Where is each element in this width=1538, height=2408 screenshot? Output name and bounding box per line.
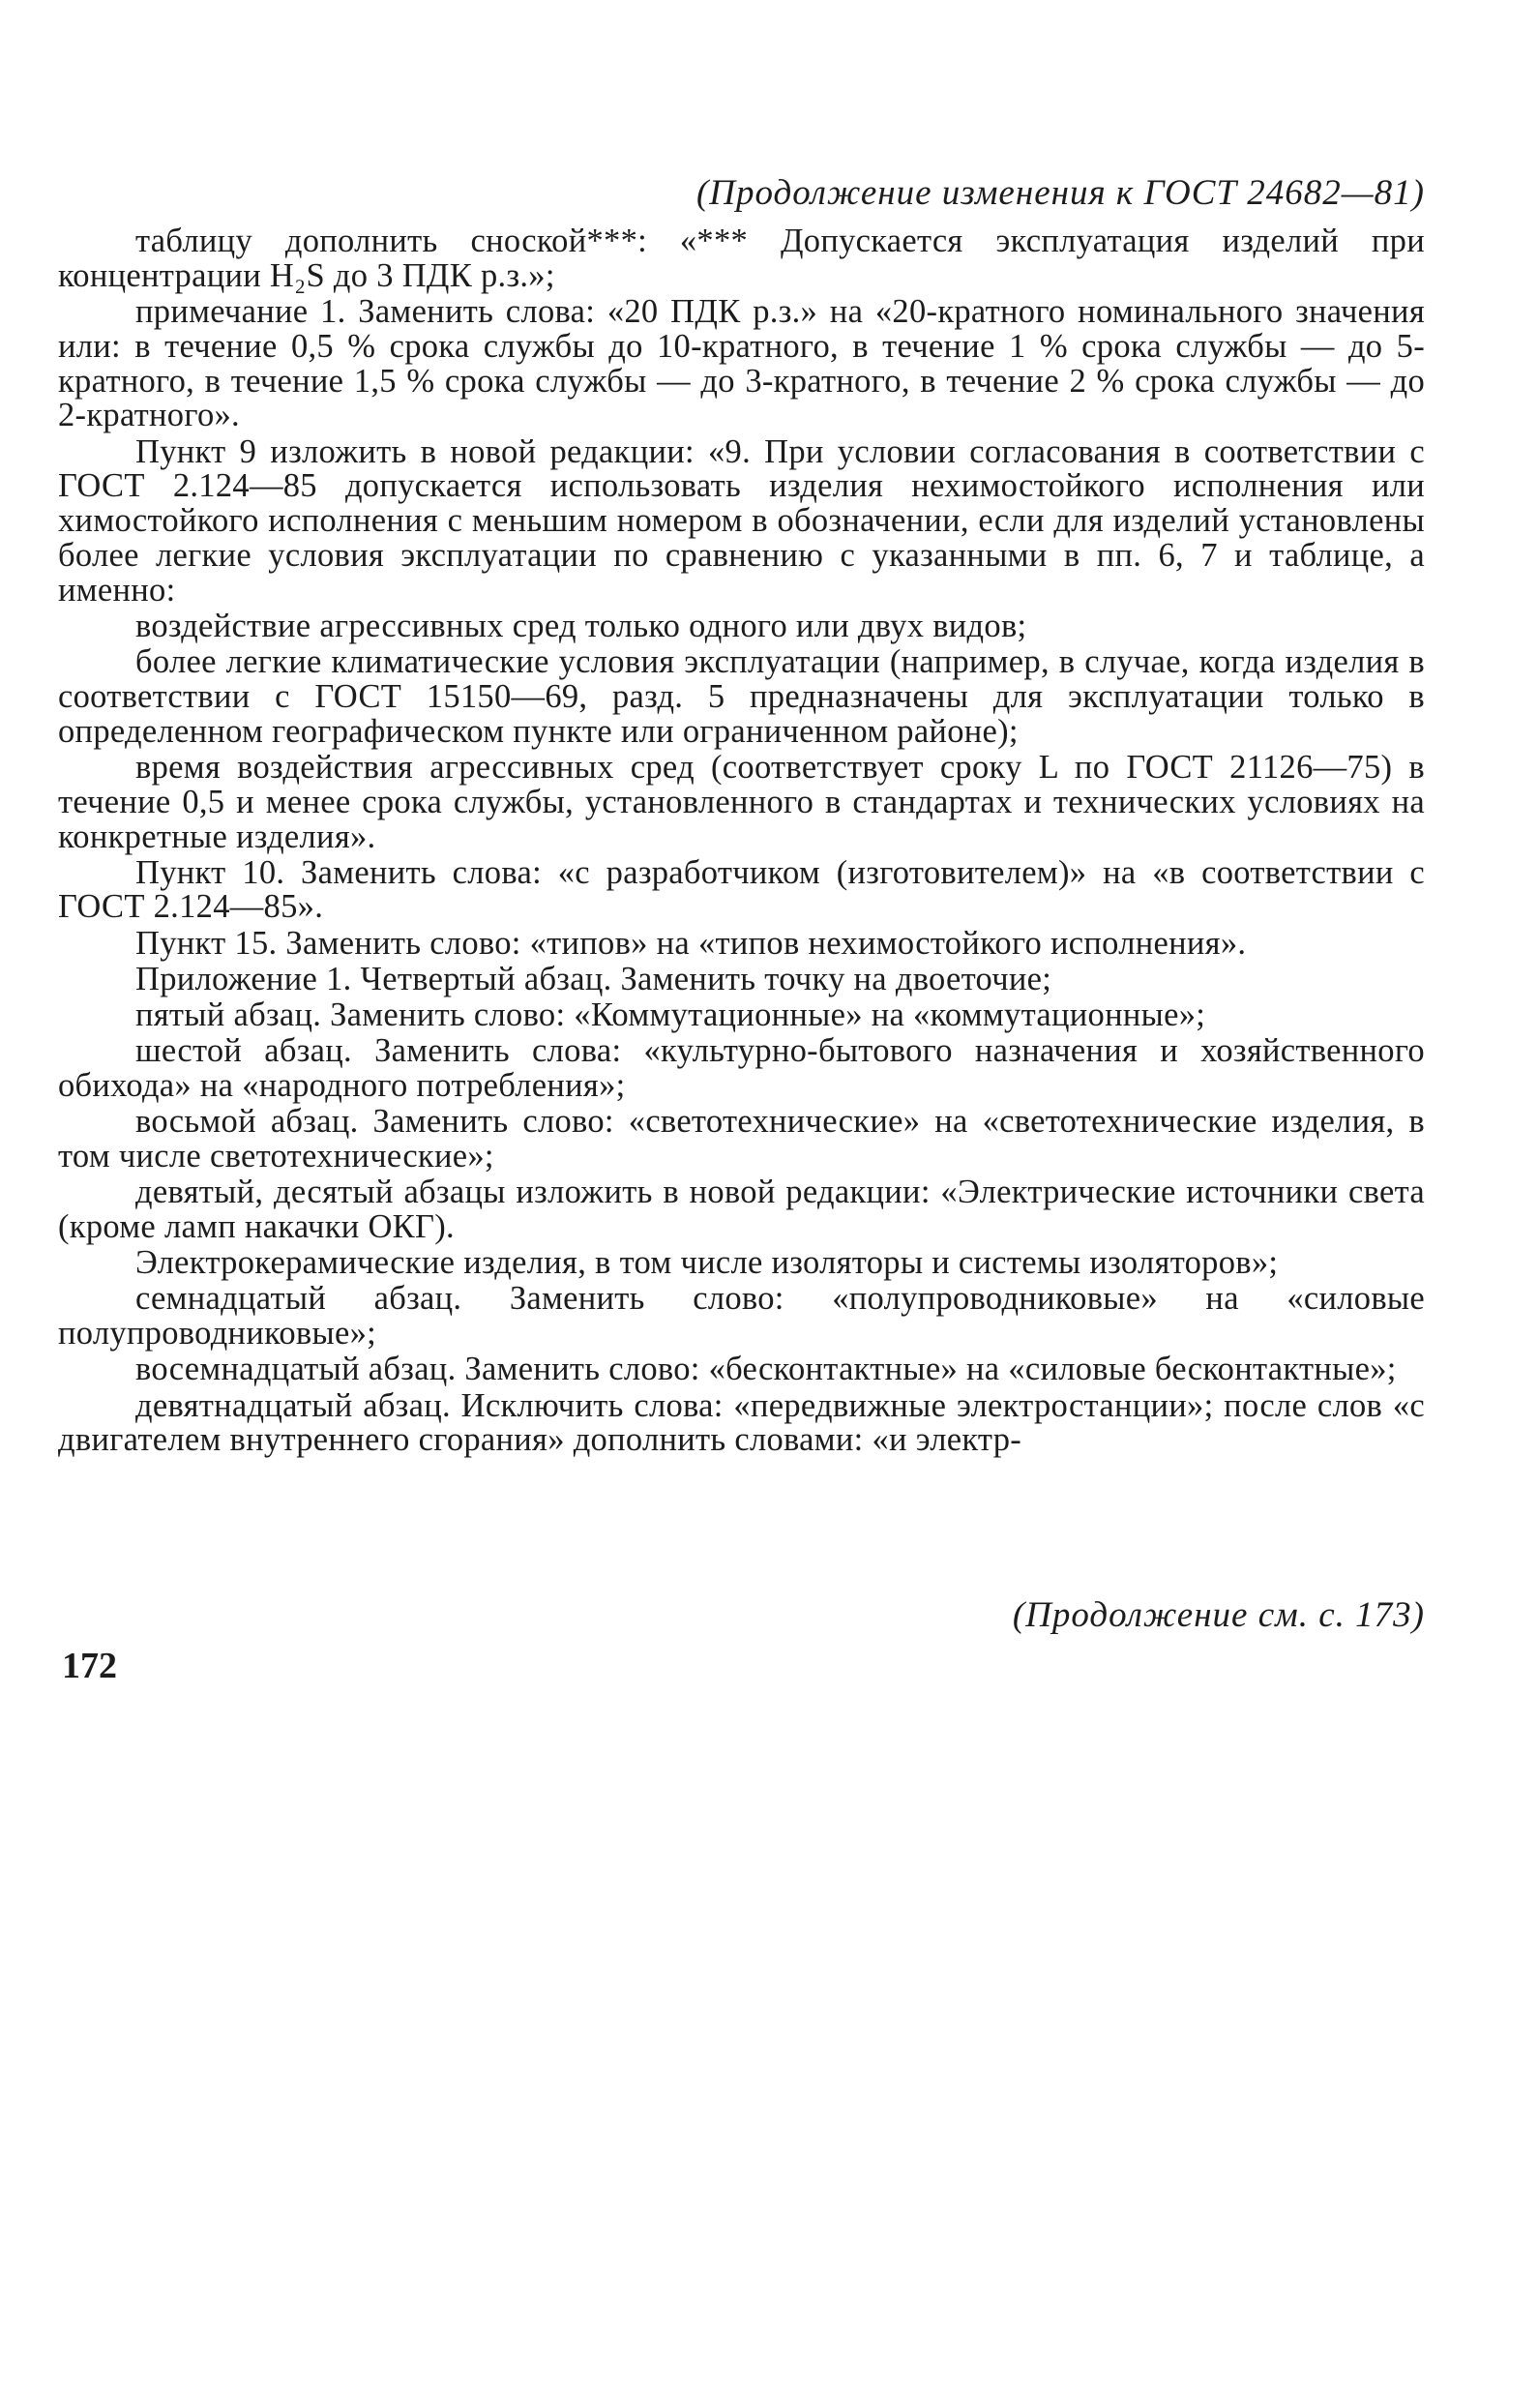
paragraph: Электрокерамические изделия, в том числе изоляторы и системы изоляторов»; <box>135 1244 1279 1282</box>
paragraph: девятнадцатый абзац. Исключить слова: «передвижные электростанции»; после слов «с двигателем внутреннего сгорания» дополнить словами: «и электр- <box>58 1386 1425 1459</box>
paragraph: восьмой абзац. Заменить слово: «светотехнические» на «светотехнические изделия, в том числе светотехнические»; <box>58 1103 1425 1175</box>
paragraph: таблицу дополнить сноской***: «*** Допускается эксплуатация изделий при концентрации H₂S до 3 ПДК р.з.»; <box>58 223 1425 294</box>
paragraph: Пункт 10. Заменить слова: «с разработчиком (изготовителем)» на «в соответствии с ГОСТ 2.124—85». <box>58 853 1425 926</box>
paragraph: восемнадцатый абзац. Заменить слово: «бесконтактные» на «силовые бесконтактные»; <box>135 1351 1397 1388</box>
running-head: (Продолжение изменения к ГОСТ 24682—81) <box>695 173 1425 213</box>
paragraph: время воздействия агрессивных сред (соответствует сроку L по ГОСТ 21126—75) в течение 0,5 и менее срока службы, установленного в стандартах и технических условиях на конкретные изделия». <box>58 748 1425 855</box>
paragraph: воздействие агрессивных сред только одного или двух видов; <box>135 607 1027 644</box>
paragraph: примечание 1. Заменить слова: «20 ПДК р.з.» на «20-кратного номинального значения или: в течение 0,5 % срока службы до 10-кратного, в течение 1 % срока службы — до 5-кратного, в течение 1,5 % срока службы — до 3-кратного, в течение 2 % срока службы — до 2-кратного». <box>58 292 1425 434</box>
paragraph: Пункт 15. Заменить слово: «типов» на «типов нехимостойкого исполнения». <box>135 924 1247 962</box>
paragraph: шестой абзац. Заменить слова: «культурно-бытового назначения и хозяйственного обихода» на «народного потребления»; <box>58 1032 1425 1105</box>
body-text <box>58 224 1425 1460</box>
paragraph: Приложение 1. Четвертый абзац. Заменить точку на двоеточие; <box>135 960 1052 997</box>
page-number: 172 <box>62 1646 117 1686</box>
paragraph: пятый абзац. Заменить слово: «Коммутационные» на «коммутационные»; <box>135 996 1206 1034</box>
paragraph: более легкие климатические условия эксплуатации (например, в случае, когда изделия в соответствии с ГОСТ 15150—69, разд. 5 предназначены для эксплуатации только в определенном географическом пункте или ограниченном районе); <box>58 643 1425 750</box>
paragraph: семнадцатый абзац. Заменить слово: «полупроводниковые» на «силовые полупроводниковые»; <box>58 1280 1425 1353</box>
paragraph: Пункт 9 изложить в новой редакции: «9. При условии согласования в соответствии с ГОСТ 2.124—85 допускается использовать изделия нехимостойкого исполнения или химостойкого исполнения с меньшим номером в обозначении, если для изделий установлены более легкие условия эксплуатации по сравнению с указанными в пп. 6, 7 и таблице, а именно: <box>58 432 1425 609</box>
continuation-note: (Продолжение см. с. 173) <box>1012 1595 1425 1635</box>
paragraph: девятый, десятый абзацы изложить в новой редакции: «Электрические источники света (кроме ламп накачки ОКГ). <box>58 1174 1425 1245</box>
